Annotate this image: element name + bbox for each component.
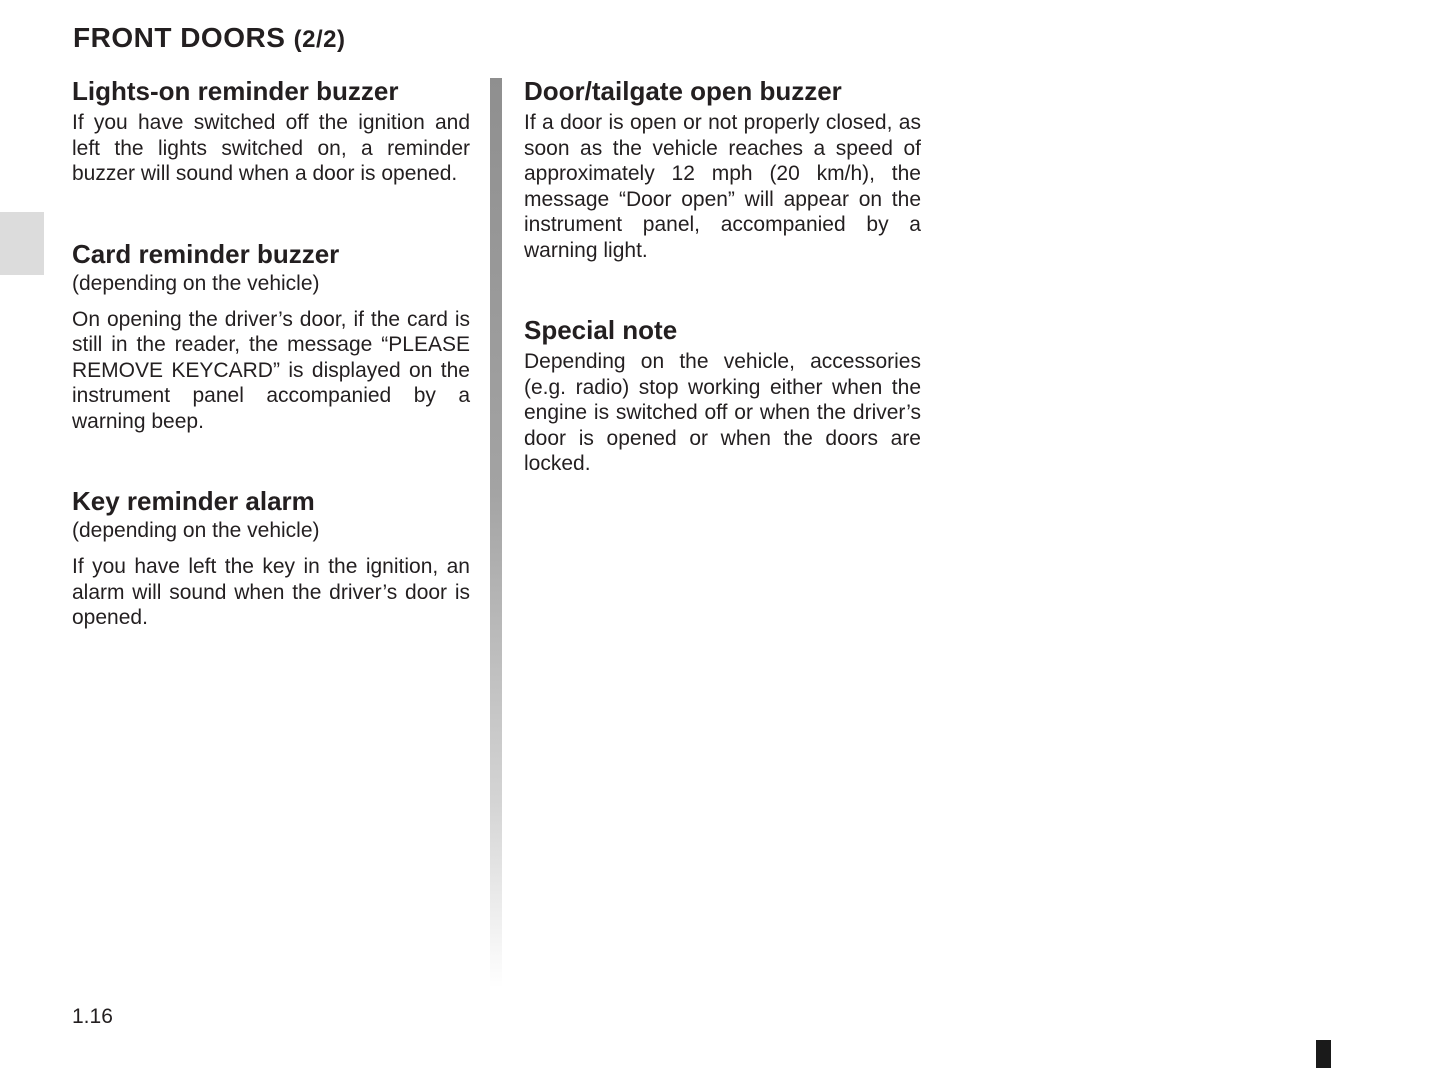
right-column: [524, 74, 921, 527]
section-door-open-buzzer: [524, 74, 921, 263]
section-body: If you have left the key in the ignition, an alarm will sound when the driver’s door is opened.: [72, 555, 470, 629]
section-key-reminder: [72, 484, 470, 631]
left-column: [72, 74, 470, 681]
section-heading: Key reminder alarm: [72, 486, 315, 516]
page-part-indicator: (2/2): [293, 26, 346, 53]
page-title-text: FRONT DOORS: [73, 22, 286, 53]
chapter-tab-marker: [0, 212, 44, 275]
section-heading: Lights-on reminder buzzer: [72, 76, 399, 106]
section-heading: Special note: [524, 315, 678, 345]
section-body: If a door is open or not properly closed, as soon as the vehicle reaches a speed of approximately 12 mph (20 km/h), the message “Door open” will appear on the instrument panel, accompanied by a warning light.: [524, 111, 921, 262]
section-lights-on-reminder: [72, 74, 470, 187]
section-body: If you have switched off the ignition and left the lights switched on, a reminder buzzer will sound when a door is opened.: [72, 111, 470, 185]
section-card-reminder: [72, 237, 470, 435]
page-corner-mark: [1316, 1040, 1331, 1068]
page-number: 1.16: [72, 1005, 113, 1028]
section-body: Depending on the vehicle, accessories (e.g. radio) stop working either when the engine is switched off or when the driver’s door is opened or when the doors are locked.: [524, 350, 921, 475]
section-subheading: (depending on the vehicle): [72, 519, 320, 542]
column-divider: [490, 78, 502, 988]
section-special-note: [524, 313, 921, 477]
section-body: On opening the driver’s door, if the card is still in the reader, the message “PLEASE REMOVE KEYCARD” is displayed on the instrument panel accompanied by a warning beep.: [72, 307, 470, 433]
section-heading: Card reminder buzzer: [72, 238, 340, 269]
section-heading: Door/tailgate open buzzer: [524, 76, 842, 106]
section-subheading: (depending on the vehicle): [72, 271, 320, 295]
page-title: [73, 22, 346, 54]
